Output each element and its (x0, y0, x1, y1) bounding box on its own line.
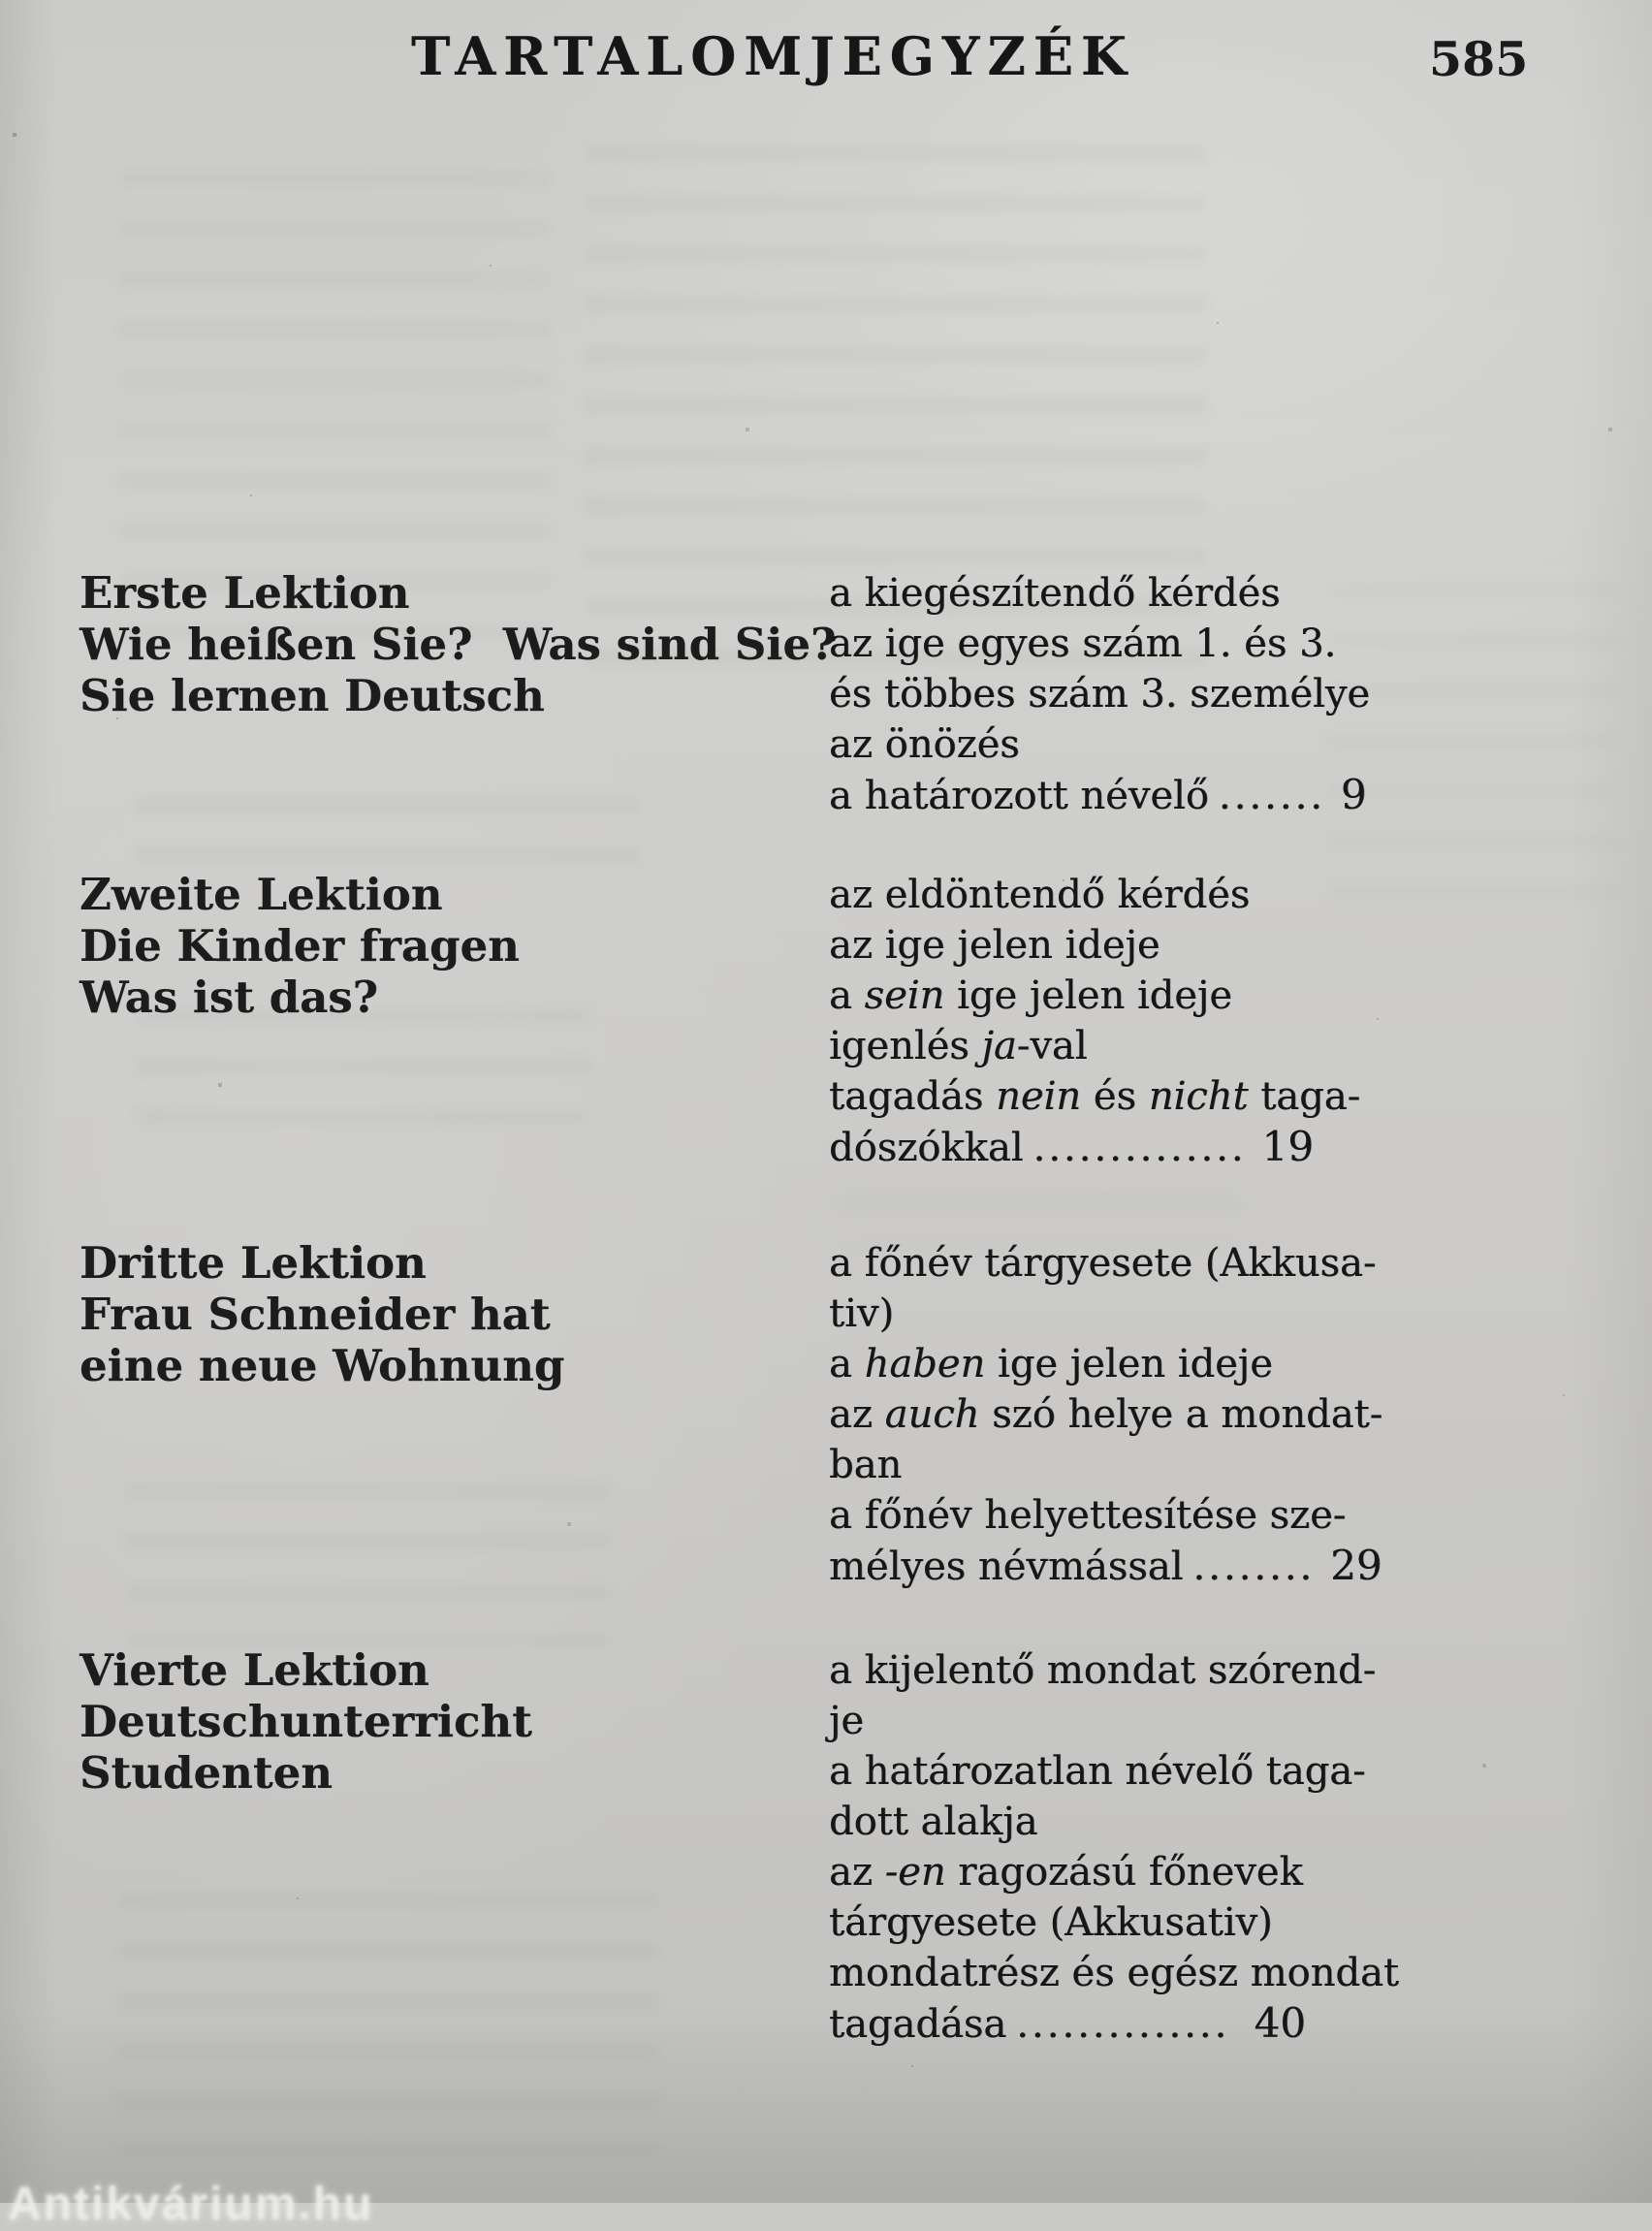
topic-text (829, 1389, 1382, 1440)
topic-text (829, 870, 1250, 920)
topic-text (829, 1238, 1376, 1289)
topic-line (829, 920, 1306, 971)
topic-line (829, 971, 1306, 1021)
topic-term: je (829, 1699, 865, 1743)
topic-text (829, 568, 1281, 619)
topic-line (829, 870, 1306, 920)
lesson-title-line: Vierte Lektion (79, 1644, 429, 1696)
topic-line (829, 1238, 1377, 1289)
topic-term: -val (1016, 1024, 1088, 1068)
topic-term: taga- (1248, 1074, 1361, 1119)
topic-text (829, 1021, 1088, 1071)
topic-line (829, 1021, 1306, 1071)
topic-term: a (829, 1342, 865, 1386)
topic-term: a (829, 973, 865, 1018)
topic-line (829, 1289, 1306, 1339)
topic-text (829, 1847, 1303, 1897)
topic-term: a főnév tárgyesete (Akkusa- (829, 1241, 1377, 1286)
topic-term: dott alakja (829, 1800, 1038, 1844)
topic-text (829, 1289, 894, 1339)
topic-text (829, 971, 1232, 1021)
topic-line (829, 1948, 1399, 1998)
topic-term: a kiegészítendő kérdés (829, 571, 1281, 616)
topic-text (829, 1542, 1183, 1592)
watermark: Antikvárium.hu (8, 2179, 374, 2230)
topic-line (829, 1541, 1382, 1592)
topics-column (829, 870, 1361, 1173)
paper-specks (0, 0, 2, 2)
topic-line (829, 1389, 1383, 1440)
topic-term: és (1081, 1074, 1149, 1119)
topic-text (829, 1645, 1376, 1696)
lesson-title-line: Erste Lektion (79, 567, 410, 619)
topic-term: tárgyesete (Akkusativ) (829, 1900, 1273, 1945)
topic-text (829, 1948, 1399, 1998)
topic-text (829, 1746, 1366, 1797)
lesson-column (79, 869, 828, 1023)
topic-text (829, 619, 1336, 669)
topic-term: az (829, 1392, 885, 1437)
topic-term: tagadás (829, 1074, 997, 1119)
lesson-column (79, 1644, 828, 1799)
topic-line (829, 1440, 1306, 1490)
topic-line (829, 568, 1306, 619)
topic-line (829, 619, 1337, 669)
topic-text (829, 1696, 864, 1746)
topic-line (829, 1645, 1377, 1696)
page-ref: 19 (1261, 1123, 1314, 1170)
topic-line (829, 719, 1306, 770)
page-number: 585 (1429, 31, 1529, 87)
topic-term: az ige jelen ideje (829, 923, 1160, 968)
topic-text (829, 1797, 1038, 1847)
lesson-title-line: eine neue Wohnung (79, 1340, 565, 1391)
lesson-title-line: Was ist das? (79, 972, 378, 1023)
lesson-column (79, 1237, 828, 1391)
topic-term-italic: nicht (1148, 1074, 1249, 1119)
page-ref: 9 (1340, 771, 1367, 818)
topic-term-italic: sein (864, 973, 945, 1018)
topic-line (829, 1696, 1306, 1746)
topic-term: ige jelen ideje (985, 1342, 1273, 1386)
topic-text (829, 1897, 1273, 1948)
topic-line (829, 1071, 1361, 1122)
topic-line (829, 1490, 1347, 1541)
topic-term: az ige egyes szám 1. és 3. (829, 621, 1337, 666)
lesson-title-line: Deutschunterricht (79, 1696, 532, 1747)
topic-line (829, 1998, 1306, 2050)
topic-term: és többes szám 3. személye (829, 672, 1371, 717)
topic-term: a határozott névelő (829, 774, 1209, 818)
topic-term: az önözés (829, 722, 1020, 767)
topic-line (829, 1339, 1306, 1389)
lesson-title-line: Die Kinder fragen (79, 920, 520, 972)
topic-term: ige jelen ideje (944, 973, 1232, 1018)
topic-term-italic: -en (884, 1850, 946, 1895)
lesson-title-line: Sie lernen Deutsch (79, 670, 545, 721)
bleed-through-artifact (1328, 582, 1619, 911)
topic-text (829, 719, 1020, 770)
bleed-through-artifact (136, 1008, 591, 1125)
topic-text (829, 1440, 902, 1490)
topic-text (829, 1339, 1273, 1389)
lesson-column (79, 567, 837, 721)
topic-line (829, 1897, 1306, 1948)
dot-leader: ....... (1218, 774, 1325, 818)
page-ref: 29 (1330, 1542, 1382, 1589)
topics-column (829, 1645, 1399, 2050)
topic-term-italic: ja (981, 1024, 1017, 1068)
topic-text (829, 1490, 1346, 1541)
topic-term: tiv) (829, 1291, 895, 1336)
topic-term-italic: auch (884, 1392, 980, 1437)
topic-term: a főnév helyettesítése sze- (829, 1493, 1347, 1538)
topic-term: az eldöntendő kérdés (829, 873, 1251, 917)
topics-column (829, 568, 1371, 821)
topic-line (829, 669, 1371, 719)
topic-term: igenlés (829, 1024, 982, 1068)
page-ref: 40 (1254, 1999, 1306, 2047)
topic-term: szó helye a mondat- (979, 1392, 1383, 1437)
topic-text (829, 1071, 1360, 1122)
lesson-title-line: Studenten (79, 1747, 333, 1799)
topic-text (829, 1999, 1006, 2050)
dot-leader: ........ (1192, 1545, 1316, 1589)
topic-line (829, 1797, 1306, 1847)
dot-leader: .............. (1016, 2002, 1230, 2047)
topic-term-italic: haben (864, 1342, 986, 1386)
topic-line (829, 1746, 1366, 1797)
bleed-through-artifact (116, 1893, 659, 2156)
topic-term: a határozatlan névelő taga- (829, 1749, 1366, 1794)
topic-term: tagadása (829, 2002, 1007, 2047)
topic-line (829, 1122, 1314, 1173)
topic-term: mélyes névmással (829, 1545, 1184, 1589)
lesson-title-line: Wie heißen Sie? Was sind Sie? (79, 619, 837, 670)
topic-text (829, 920, 1160, 971)
topics-column (829, 1238, 1383, 1592)
lesson-title-line: Dritte Lektion (79, 1237, 427, 1289)
topic-text (829, 1123, 1024, 1173)
dot-leader: .............. (1032, 1126, 1247, 1170)
topic-text (829, 771, 1209, 821)
bleed-through-artifact (126, 1483, 611, 1646)
topic-term: mondatrész és egész mondat (829, 1951, 1399, 1995)
topic-line (829, 770, 1367, 821)
lesson-title-line: Zweite Lektion (79, 869, 443, 920)
topic-term-italic: nein (996, 1074, 1082, 1119)
topic-term: ban (829, 1443, 903, 1487)
lesson-title-line: Frau Schneider hat (79, 1289, 551, 1340)
topic-term: dószókkal (829, 1126, 1024, 1170)
topic-term: az (829, 1850, 885, 1895)
page-title: TARTALOMJEGYZÉK (411, 25, 1134, 87)
topic-text (829, 669, 1370, 719)
topic-line (829, 1847, 1306, 1897)
topic-term: a kijelentő mondat szórend- (829, 1648, 1377, 1693)
topic-term: ragozású főnevek (945, 1850, 1303, 1895)
